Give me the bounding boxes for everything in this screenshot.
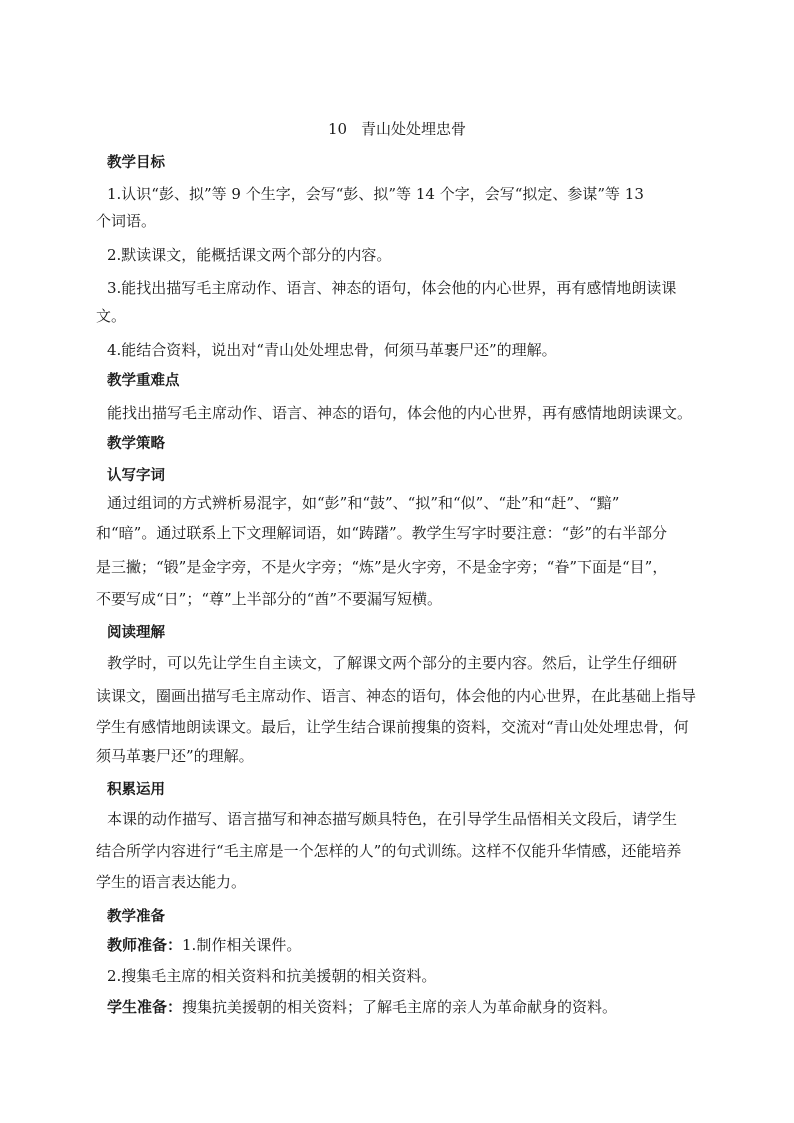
student-prep-line [107, 996, 727, 1018]
goal-3-line-2: 文。 [96, 307, 127, 325]
student-prep-label: 学生准备： [107, 998, 183, 1016]
student-prep-text: 搜集抗美援朝的相关资料；了解毛主席的亲人为革命献身的资料。 [182, 998, 618, 1016]
goal-4: 4.能结合资料，说出对“青山处处埋忠骨，何须马革裹尸还”的理解。 [107, 341, 557, 359]
goal-1-line-1: 1.认识“彭、拟”等 9 个生字，会写“彭、拟”等 14 个字，会写“拟定、参谋”等 13 [107, 185, 644, 203]
key-points-text: 能找出描写毛主席动作、语言、神态的语句，体会他的内心世界，再有感情地朗读课文。 [107, 404, 693, 422]
reading-line-2: 读课文，圈画出描写毛主席动作、语言、神态的语句，体会他的内心世界，在此基础上指导 [96, 687, 697, 705]
reading-line-3: 学生有感情地朗读课文。最后，让学生结合课前搜集的资料，交流对“青山处处埋忠骨，何 [96, 718, 689, 736]
lesson-title-text: 青山处处埋忠骨 [361, 120, 467, 138]
practice-line-2: 结合所学内容进行“毛主席是一个怎样的人”的句式训练。这样不仅能升华情感，还能培养 [96, 842, 682, 860]
goal-2: 2.默读课文，能概括课文两个部分的内容。 [107, 246, 392, 264]
practice-line-3: 学生的语言表达能力。 [96, 873, 247, 891]
practice-line-1: 本课的动作描写、语言描写和神态描写颇具特色，在引导学生品悟相关文段后，请学生 [107, 810, 678, 828]
goal-3-line-1: 3.能找出描写毛主席动作、语言、神态的语句，体会他的内心世界，再有感情地朗读课 [107, 279, 677, 297]
practice-heading: 积累运用 [107, 782, 165, 798]
words-line-1: 通过组词的方式辨析易混字，如“彭”和“鼓”、“拟”和“似”、“赴”和“赶”、“黯” [107, 494, 620, 512]
key-points-heading: 教学重难点 [107, 373, 180, 389]
goals-heading: 教学目标 [107, 155, 165, 171]
words-line-2: 和“暗”。通过联系上下文理解词语，如“踌躇”。教学生写字时要注意：“彭”的右半部分 [96, 524, 668, 542]
words-line-3: 是三撇；“锻”是金字旁，不是火字旁；“炼”是火字旁，不是金字旁；“眷”下面是“目”， [96, 558, 668, 576]
reading-line-4: 须马革裹尸还”的理解。 [96, 747, 254, 765]
goal-1-line-2: 个词语。 [96, 212, 157, 230]
teacher-prep-item-2: 2.搜集毛主席的相关资料和抗美援朝的相关资料。 [107, 967, 437, 985]
words-line-4: 不要写成“日”；“尊”上半部分的“酋”不要漏写短横。 [96, 590, 443, 608]
teacher-prep-item-1: 1.制作相关课件。 [182, 936, 302, 954]
words-heading: 认写字词 [107, 468, 165, 484]
preparation-heading: 教学准备 [107, 909, 165, 925]
lesson-number: 10 [327, 120, 348, 138]
strategy-heading: 教学策略 [107, 436, 165, 452]
teacher-prep-line [107, 934, 727, 956]
teacher-prep-label: 教师准备： [107, 936, 183, 954]
reading-heading: 阅读理解 [107, 625, 165, 641]
reading-line-1: 教学时，可以先让学生自主读文，了解课文两个部分的主要内容。然后，让学生仔细研 [107, 654, 678, 672]
lesson-title [0, 118, 794, 140]
